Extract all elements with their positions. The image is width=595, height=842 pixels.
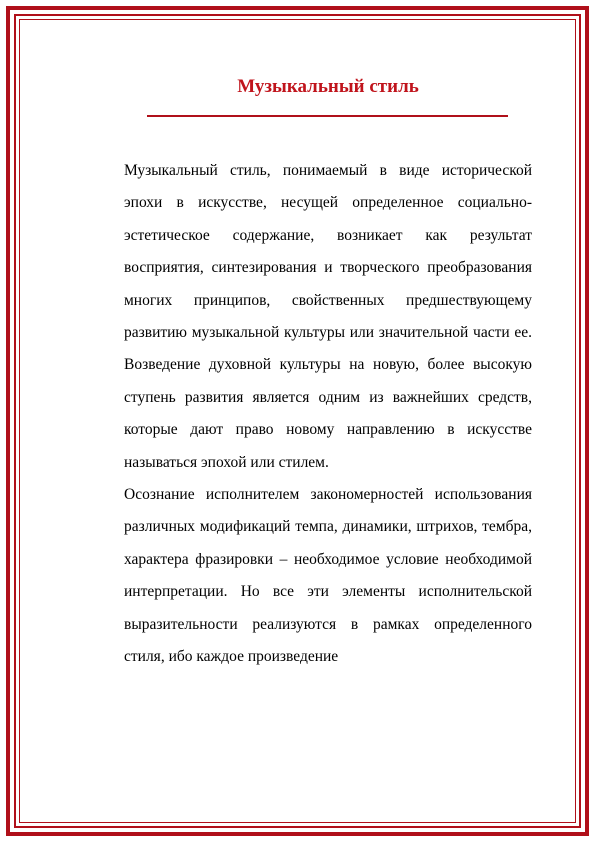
paragraph-2: Осознание исполнителем закономерностей использования различных модификаций темпа, динамики, штрихов, тембра, характера фразировки – необходимое условие необходимой интерпретации. Но все эти элементы исполнительской выразительности реализуются в рамках определенного стиля, ибо каждое произведение <box>124 486 532 666</box>
title-underline <box>147 115 508 117</box>
paragraph-1: Музыкальный стиль, понимаемый в виде исторической эпохи в искусстве, несущей определенное социально-эстетическое содержание, возникает как результат восприятия, синтезирования и творческого преобразования многих принципов, свойственных предшествующему развитию музыкальной культуры или значительной части ее. Возведение духовной культуры на новую, более высокую ступень развития является одним из важнейших средств, которые дают право новому направлению в искусстве называться эпохой или стилем. <box>124 162 532 471</box>
document-body <box>124 155 532 674</box>
document-title: Музыкальный стиль <box>237 75 419 97</box>
